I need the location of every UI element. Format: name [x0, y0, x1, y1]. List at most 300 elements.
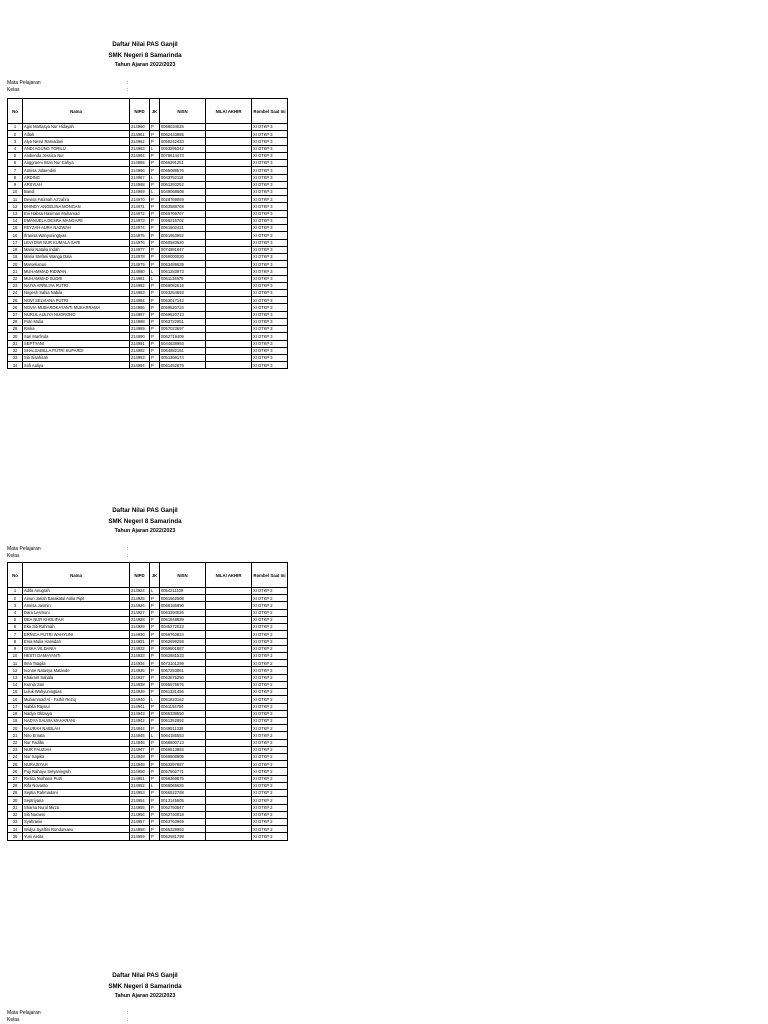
col-rombel-cell: XI OTKP 3	[252, 188, 288, 195]
col-nilai-akhir-cell[interactable]	[206, 261, 252, 268]
table-row	[8, 196, 288, 203]
col-nipd-cell: 214934	[130, 660, 150, 667]
col-nipd-cell: 214954	[130, 797, 150, 804]
col-nilai-akhir-cell[interactable]	[206, 602, 252, 609]
col-jk-cell: L	[150, 188, 160, 195]
col-nama-cell: Puji Rahayu Setyaningsih	[23, 768, 130, 775]
col-nisn-cell: 0060583520	[160, 239, 206, 246]
col-nilai-akhir-cell[interactable]	[206, 588, 252, 595]
col-rombel-cell: XI OTKP 3	[252, 181, 288, 188]
col-nilai-akhir-cell[interactable]	[206, 217, 252, 224]
col-nilai-akhir-cell[interactable]	[206, 790, 252, 797]
col-nisn-cell: 0063722951	[160, 318, 206, 325]
col-nilai-akhir-cell[interactable]	[206, 595, 252, 602]
col-nilai-akhir-cell[interactable]	[206, 318, 252, 325]
col-nilai-akhir-cell[interactable]	[206, 347, 252, 354]
col-rombel-cell: XI OTKP 2	[252, 797, 288, 804]
table-row	[8, 797, 288, 804]
col-nilai-akhir-cell[interactable]	[206, 225, 252, 232]
col-nilai-akhir-cell[interactable]	[206, 246, 252, 253]
col-jk-cell: P	[150, 739, 160, 746]
col-nisn-cell: 0065088576	[160, 167, 206, 174]
col-rombel-cell: XI OTKP 2	[252, 696, 288, 703]
col-rombel-cell: XI OTKP 3	[252, 246, 288, 253]
table-row	[8, 782, 288, 789]
col-no-cell: 5	[8, 152, 23, 159]
col-rombel-cell: XI OTKP 2	[252, 652, 288, 659]
table-row	[8, 775, 288, 782]
col-nisn-cell: 0062443885	[160, 131, 206, 138]
subject-label: Mata Pelajaran	[7, 546, 41, 552]
col-nipd-cell: 214925	[130, 595, 150, 602]
col-nama-cell: Muhammad Al - Fathir Reziq	[23, 696, 130, 703]
col-jk-cell: L	[150, 268, 160, 275]
col-nilai-akhir-cell[interactable]	[206, 819, 252, 826]
col-nipd-cell: 214943	[130, 710, 150, 717]
col-no-cell: 24	[8, 754, 23, 761]
col-nipd-cell: 214931	[130, 638, 150, 645]
col-nisn-cell: 0053295342	[160, 145, 206, 152]
col-no-cell: 19	[8, 253, 23, 260]
col-jk-header: JK	[150, 99, 160, 124]
col-rombel-cell: XI OTKP 2	[252, 602, 288, 609]
col-nilai-akhir-cell[interactable]	[206, 290, 252, 297]
col-nama-cell: DHINDY ANGELINA MONGAN	[23, 203, 130, 210]
col-nipd-cell: 214927	[130, 609, 150, 616]
col-jk-cell: P	[150, 602, 160, 609]
table-row	[8, 297, 288, 304]
col-no-cell: 6	[8, 160, 23, 167]
col-nama-cell: Dara Lesmoni	[23, 609, 130, 616]
col-nama-cell: Devisa Fatimah Az'zahra	[23, 196, 130, 203]
table-row	[8, 739, 288, 746]
table-row	[8, 710, 288, 717]
col-nisn-cell: 0065328993	[160, 826, 206, 833]
subject-colon: :	[127, 80, 129, 86]
col-nilai-akhir-cell[interactable]	[206, 210, 252, 217]
col-no-cell: 10	[8, 188, 23, 195]
col-nama-cell: Nur Fadilla	[23, 739, 130, 746]
table-row	[8, 268, 288, 275]
col-nisn-cell: 0059000020	[160, 253, 206, 260]
col-jk-cell: P	[150, 717, 160, 724]
table-row	[8, 689, 288, 696]
col-rombel-cell: XI OTKP 3	[252, 275, 288, 282]
col-jk-cell: L	[150, 275, 160, 282]
col-rombel-cell: XI OTKP 2	[252, 616, 288, 623]
col-no-cell: 6	[8, 624, 23, 631]
col-no-cell: 10	[8, 652, 23, 659]
col-nilai-akhir-cell[interactable]	[206, 624, 252, 631]
col-jk-cell: P	[150, 710, 160, 717]
col-nipd-cell: 214980	[130, 268, 150, 275]
grade-table	[7, 562, 288, 841]
col-nilai-akhir-cell[interactable]	[206, 297, 252, 304]
col-rombel-cell: XI OTKP 3	[252, 261, 288, 268]
col-nilai-akhir-cell[interactable]	[206, 282, 252, 289]
col-nisn-cell: 0069520713	[160, 311, 206, 318]
col-nisn-cell: 0058369875	[160, 775, 206, 782]
col-nisn-cell: 0053254693	[160, 290, 206, 297]
col-nilai-akhir-cell[interactable]	[206, 652, 252, 659]
table-row	[8, 717, 288, 724]
col-nisn-cell: 0059801887	[160, 645, 206, 652]
col-nama-cell: Nur Sapika	[23, 754, 130, 761]
col-nama-cell: Aifiah	[23, 131, 130, 138]
table-row	[8, 616, 288, 623]
col-jk-cell: P	[150, 232, 160, 239]
col-jk-cell: P	[150, 290, 160, 297]
col-nisn-cell: 0057023697	[160, 326, 206, 333]
col-no-cell: 15	[8, 689, 23, 696]
col-nisn-cell: 0078614473	[160, 152, 206, 159]
col-no-cell: 28	[8, 782, 23, 789]
col-nipd-cell: 214924	[130, 588, 150, 595]
table-row	[8, 652, 288, 659]
table-row	[8, 347, 288, 354]
col-no-cell: 29	[8, 326, 23, 333]
col-rombel-cell: XI OTKP 3	[252, 167, 288, 174]
col-nama-cell: Niro Ernata	[23, 732, 130, 739]
col-no-cell: 26	[8, 304, 23, 311]
meta-class	[7, 86, 129, 94]
col-no-cell: 22	[8, 739, 23, 746]
col-nilai-akhir-cell[interactable]	[206, 739, 252, 746]
table-row	[8, 318, 288, 325]
col-nilai-akhir-cell[interactable]	[206, 326, 252, 333]
table-row	[8, 588, 288, 595]
col-jk-cell: P	[150, 340, 160, 347]
col-nilai-akhir-cell[interactable]	[206, 609, 252, 616]
col-nilai-akhir-cell[interactable]	[206, 768, 252, 775]
col-jk-cell: P	[150, 355, 160, 362]
table-row	[8, 210, 288, 217]
col-jk-cell: P	[150, 246, 160, 253]
col-nipd-cell: 214967	[130, 174, 150, 181]
col-nipd-cell: 214984	[130, 297, 150, 304]
col-no-cell: 31	[8, 340, 23, 347]
col-nisn-cell: 0057802771	[160, 768, 206, 775]
col-nama-cell: Khairam Sahala	[23, 674, 130, 681]
col-rombel-cell: XI OTKP 2	[252, 739, 288, 746]
school-name: SMK Negeri 8 Samarinda	[108, 983, 182, 990]
col-no-cell: 7	[8, 631, 23, 638]
table-row	[8, 725, 288, 732]
col-nipd-cell: 214989	[130, 326, 150, 333]
col-no-cell: 27	[8, 775, 23, 782]
col-no-cell: 4	[8, 609, 23, 616]
col-nama-cell: ERNICA PUTRI WAHYUNI	[23, 631, 130, 638]
col-nilai-akhir-cell[interactable]	[206, 681, 252, 688]
col-nisn-cell: 0063489639	[160, 261, 206, 268]
school-name: SMK Negeri 8 Samarinda	[108, 52, 182, 59]
col-nilai-akhir-cell[interactable]	[206, 340, 252, 347]
col-jk-cell: P	[150, 595, 160, 602]
col-nipd-cell: 214932	[130, 645, 150, 652]
col-nilai-akhir-cell[interactable]	[206, 239, 252, 246]
col-nilai-akhir-cell[interactable]	[206, 725, 252, 732]
col-nilai-akhir-cell[interactable]	[206, 804, 252, 811]
col-nilai-akhir-cell[interactable]	[206, 775, 252, 782]
col-nilai-akhir-cell[interactable]	[206, 188, 252, 195]
col-nisn-cell: 0066391251	[160, 160, 206, 167]
col-nama-cell: NADYA SALWA MAHARANI	[23, 717, 130, 724]
col-rombel-cell: XI OTKP 3	[252, 124, 288, 131]
class-label: Kelas	[7, 552, 20, 559]
col-rombel-cell: XI OTKP 3	[252, 145, 288, 152]
col-rombel-cell: XI OTKP 3	[252, 318, 288, 325]
col-jk-cell: P	[150, 239, 160, 246]
col-rombel-cell: XI OTKP 2	[252, 638, 288, 645]
col-nipd-cell: 214974	[130, 225, 150, 232]
col-nipd-cell: 214941	[130, 703, 150, 710]
col-nilai-akhir-cell[interactable]	[206, 782, 252, 789]
col-nilai-akhir-cell[interactable]	[206, 631, 252, 638]
col-jk-cell: P	[150, 203, 160, 210]
col-jk-cell: P	[150, 826, 160, 833]
col-nisn-header: NISN	[160, 99, 206, 124]
col-nilai-akhir-cell[interactable]	[206, 152, 252, 159]
col-nilai-akhir-cell[interactable]	[206, 145, 252, 152]
col-nilai-akhir-cell[interactable]	[206, 638, 252, 645]
col-nama-cell: Annisa Julaendini	[23, 167, 130, 174]
col-nipd-cell: 214977	[130, 246, 150, 253]
col-nipd-cell: 214975	[130, 232, 150, 239]
col-nilai-akhir-cell[interactable]	[206, 138, 252, 145]
col-rombel-cell: XI OTKP 3	[252, 268, 288, 275]
col-nama-cell: Septia Rahmadani	[23, 790, 130, 797]
col-nipd-cell: 214949	[130, 761, 150, 768]
col-nilai-akhir-cell[interactable]	[206, 732, 252, 739]
col-rombel-cell: XI OTKP 2	[252, 631, 288, 638]
col-nilai-akhir-cell[interactable]	[206, 232, 252, 239]
table-row	[8, 174, 288, 181]
table-row	[8, 790, 288, 797]
col-no-cell: 22	[8, 275, 23, 282]
col-nisn-cell: 0059520724	[160, 304, 206, 311]
col-nama-cell: Widya Syaftini Rondonuwu	[23, 826, 130, 833]
col-jk-cell: P	[150, 790, 160, 797]
col-nilai-akhir-cell[interactable]	[206, 833, 252, 840]
col-nama-cell: DEA NUR KHOLIFAH	[23, 616, 130, 623]
table-header-row	[8, 99, 288, 124]
col-nilai-akhir-cell[interactable]	[206, 275, 252, 282]
col-nilai-akhir-cell[interactable]	[206, 203, 252, 210]
col-nisn-cell: 0044838993	[160, 340, 206, 347]
school-name: SMK Negeri 8 Samarinda	[108, 518, 182, 525]
col-nama-cell: Marselianus	[23, 261, 130, 268]
col-nilai-akhir-cell[interactable]	[206, 160, 252, 167]
col-nama-cell: Eni Habsa Hasiman Muhamad	[23, 210, 130, 217]
table-row	[8, 768, 288, 775]
col-jk-cell: P	[150, 131, 160, 138]
col-rombel-cell: XI OTKP 2	[252, 790, 288, 797]
col-no-cell: 11	[8, 660, 23, 667]
col-jk-cell: P	[150, 167, 160, 174]
col-nilai-akhir-cell[interactable]	[206, 696, 252, 703]
col-no-cell: 34	[8, 362, 23, 369]
col-nilai-akhir-cell[interactable]	[206, 746, 252, 753]
col-jk-cell: P	[150, 210, 160, 217]
col-nipd-header: NIPD	[130, 99, 150, 124]
table-row	[8, 645, 288, 652]
table-row	[8, 275, 288, 282]
col-nama-cell: NUR FAUZIAH	[23, 746, 130, 753]
col-no-cell: 5	[8, 616, 23, 623]
col-nilai-akhir-cell[interactable]	[206, 253, 252, 260]
col-nipd-cell: 214986	[130, 304, 150, 311]
col-rombel-cell: XI OTKP 3	[252, 225, 288, 232]
col-nama-cell: Siti Sisahirah	[23, 355, 130, 362]
col-no-cell: 12	[8, 203, 23, 210]
document-title: Daftar Nilai PAS Ganjil	[112, 507, 178, 514]
col-nama-cell: Andienda Jessica Nur	[23, 152, 130, 159]
col-nipd-cell: 214945	[130, 732, 150, 739]
col-rombel-cell: XI OTKP 2	[252, 667, 288, 674]
col-nilai-akhir-cell[interactable]	[206, 268, 252, 275]
col-rombel-cell: XI OTKP 3	[252, 152, 288, 159]
col-nama-cell: Maria Natalia Indah	[23, 246, 130, 253]
col-jk-cell: P	[150, 703, 160, 710]
meta-class	[7, 552, 129, 560]
col-jk-cell: P	[150, 746, 160, 753]
col-nilai-akhir-cell[interactable]	[206, 660, 252, 667]
col-nama-cell: Ifranisa Wahyuningtyas	[23, 232, 130, 239]
col-nisn-cell: 0063017142	[160, 297, 206, 304]
col-nisn-cell: 0045272023	[160, 624, 206, 631]
col-nipd-cell: 214957	[130, 819, 150, 826]
col-nisn-cell: 0061283252	[160, 181, 206, 188]
col-rombel-cell: XI OTKP 2	[252, 609, 288, 616]
col-jk-cell: P	[150, 689, 160, 696]
col-nisn-cell: 0068808905	[160, 754, 206, 761]
col-jk-cell: P	[150, 754, 160, 761]
col-rombel-cell: XI OTKP 3	[252, 131, 288, 138]
col-nisn-cell: 0054211109	[160, 588, 206, 595]
col-nama-cell: Luluk Wahyuningtias	[23, 689, 130, 696]
col-nama-cell: SHALSABILLA PUTRI SUPARDI	[23, 347, 130, 354]
col-nisn-cell: 0061848839	[160, 616, 206, 623]
col-nisn-cell: 0063297887	[160, 761, 206, 768]
col-nilai-akhir-cell[interactable]	[206, 181, 252, 188]
col-nipd-cell: 214933	[130, 652, 150, 659]
col-nisn-cell: 0061452879	[160, 362, 206, 369]
col-nilai-akhir-cell[interactable]	[206, 667, 252, 674]
col-nilai-akhir-cell[interactable]	[206, 645, 252, 652]
col-nipd-cell: 214944	[130, 725, 150, 732]
col-jk-cell: P	[150, 681, 160, 688]
table-row	[8, 290, 288, 297]
table-row	[8, 804, 288, 811]
col-jk-cell: P	[150, 638, 160, 645]
col-nilai-akhir-cell[interactable]	[206, 311, 252, 318]
col-nilai-akhir-cell[interactable]	[206, 196, 252, 203]
col-nilai-akhir-cell[interactable]	[206, 703, 252, 710]
col-jk-cell: P	[150, 152, 160, 159]
table-row	[8, 138, 288, 145]
table-row	[8, 660, 288, 667]
col-rombel-cell: XI OTKP 2	[252, 782, 288, 789]
col-nipd-cell: 214952	[130, 782, 150, 789]
col-nilai-akhir-cell[interactable]	[206, 355, 252, 362]
col-nipd-cell: 214978	[130, 253, 150, 260]
col-nilai-akhir-cell[interactable]	[206, 689, 252, 696]
col-rombel-cell: XI OTKP 3	[252, 217, 288, 224]
col-no-cell: 18	[8, 246, 23, 253]
col-rombel-cell: XI OTKP 2	[252, 703, 288, 710]
col-nilai-akhir-cell[interactable]	[206, 167, 252, 174]
col-rombel-header: Rombel Saat Ini	[252, 563, 288, 588]
col-nisn-cell: 0064185553	[160, 732, 206, 739]
col-rombel-cell: XI OTKP 3	[252, 282, 288, 289]
col-nama-cell: Annisa Jasmin	[23, 602, 130, 609]
col-nilai-akhir-cell[interactable]	[206, 797, 252, 804]
col-no-cell: 9	[8, 181, 23, 188]
col-nilai-akhir-cell[interactable]	[206, 616, 252, 623]
col-nama-cell: GISKA VILDANIA	[23, 645, 130, 652]
col-rombel-cell: XI OTKP 3	[252, 340, 288, 347]
table-row	[8, 819, 288, 826]
table-row	[8, 746, 288, 753]
col-jk-cell: P	[150, 225, 160, 232]
col-nilai-akhir-cell[interactable]	[206, 674, 252, 681]
table-row	[8, 145, 288, 152]
col-no-cell: 25	[8, 761, 23, 768]
col-nipd-cell: 214951	[130, 775, 150, 782]
col-nisn-cell: 0061134975	[160, 275, 206, 282]
col-nipd-cell: 214962	[130, 138, 150, 145]
col-nilai-akhir-cell[interactable]	[206, 761, 252, 768]
col-nilai-akhir-cell[interactable]	[206, 131, 252, 138]
col-nisn-cell: 0074881847	[160, 246, 206, 253]
col-rombel-cell: XI OTKP 2	[252, 804, 288, 811]
col-jk-cell: L	[150, 782, 160, 789]
col-jk-cell: P	[150, 804, 160, 811]
col-nilai-akhir-cell[interactable]	[206, 826, 252, 833]
col-no-cell: 20	[8, 261, 23, 268]
col-nilai-akhir-cell[interactable]	[206, 754, 252, 761]
col-nilai-akhir-cell[interactable]	[206, 362, 252, 369]
col-nama-cell: NAIYA APRILIYA PUTRI	[23, 282, 130, 289]
col-rombel-cell: XI OTKP 2	[252, 746, 288, 753]
col-nilai-akhir-cell[interactable]	[206, 304, 252, 311]
col-nama-cell: HESTI DAMAYANTI	[23, 652, 130, 659]
col-nipd-cell: 214968	[130, 181, 150, 188]
col-rombel-cell: XI OTKP 2	[252, 811, 288, 818]
col-no-cell: 16	[8, 232, 23, 239]
col-nilai-akhir-cell[interactable]	[206, 333, 252, 340]
col-rombel-cell: XI OTKP 2	[252, 826, 288, 833]
col-nipd-cell: 214979	[130, 261, 150, 268]
table-row	[8, 811, 288, 818]
col-nilai-akhir-cell[interactable]	[206, 710, 252, 717]
table-row	[8, 826, 288, 833]
col-no-cell: 11	[8, 196, 23, 203]
table-row	[8, 333, 288, 340]
col-no-cell: 17	[8, 239, 23, 246]
col-jk-cell: P	[150, 196, 160, 203]
col-nilai-akhir-cell[interactable]	[206, 717, 252, 724]
table-row	[8, 631, 288, 638]
col-nama-cell: Bandi	[23, 188, 130, 195]
col-no-cell: 14	[8, 217, 23, 224]
col-no-cell: 14	[8, 681, 23, 688]
col-nilai-akhir-cell[interactable]	[206, 811, 252, 818]
col-nilai-akhir-cell[interactable]	[206, 174, 252, 181]
col-nipd-header: NIPD	[130, 563, 150, 588]
academic-year: Tahun Ajaran 2022/2023	[114, 62, 176, 68]
col-nilai-akhir-cell[interactable]	[206, 124, 252, 131]
